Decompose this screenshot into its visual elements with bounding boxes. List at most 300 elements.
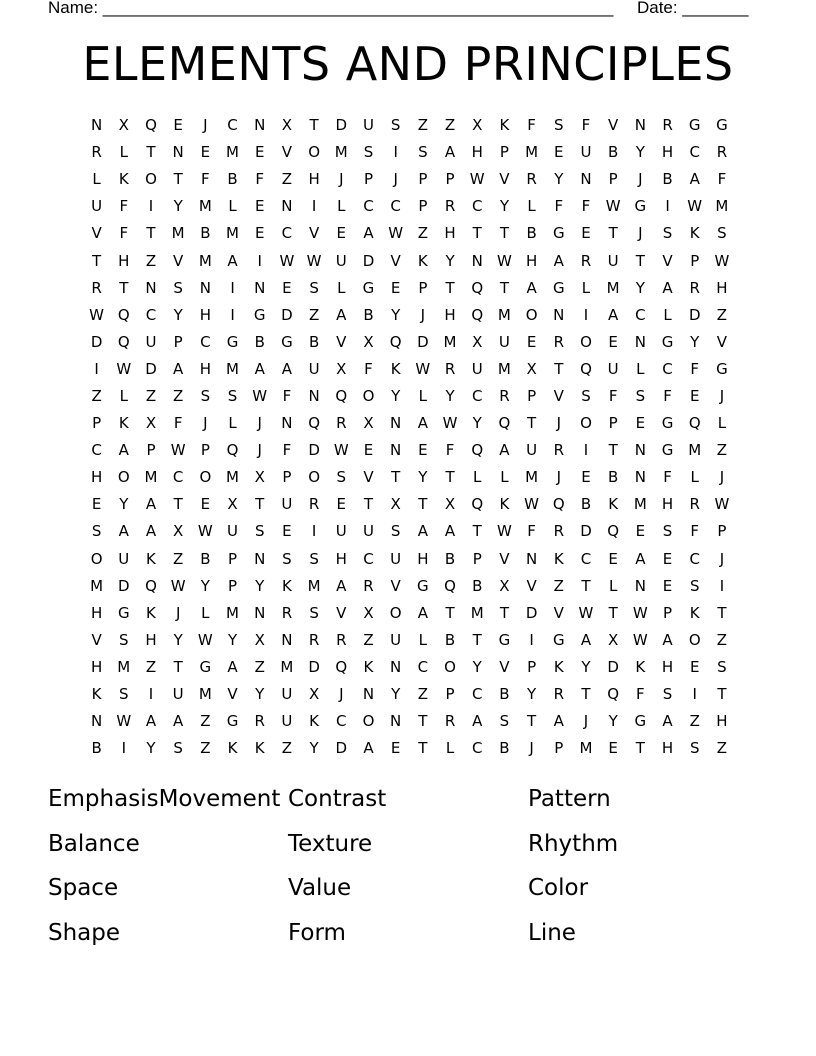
grid-letter: D [607, 657, 619, 676]
grid-letter: M [280, 657, 294, 676]
grid-letter: T [499, 278, 509, 297]
grid-letter: M [90, 576, 104, 595]
grid-letter: F [364, 359, 373, 378]
name-date-line: Name: ______________________________________________________ Date: _______ [48, 0, 749, 17]
grid-letter: W [388, 224, 404, 243]
grid-letter: G [281, 332, 293, 351]
grid-letter: H [199, 359, 211, 378]
grid-letter: F [690, 522, 700, 541]
word-bank-item: Color [528, 875, 589, 902]
grid-letter: T [255, 495, 265, 514]
grid-letter: C [172, 468, 184, 487]
grid-letter: F [527, 522, 536, 541]
grid-letter: M [307, 576, 321, 595]
grid-letter: I [94, 359, 99, 378]
grid-letter: C [689, 143, 700, 162]
grid-letter: B [91, 739, 102, 758]
grid-row [83, 518, 736, 545]
grid-letter: V [173, 251, 184, 270]
grid-letter: P [173, 332, 183, 351]
grid-letter: S [717, 224, 727, 243]
grid-letter: F [201, 170, 210, 189]
grid-letter: R [281, 603, 293, 622]
grid-row [83, 356, 736, 383]
grid-letter: I [583, 441, 589, 460]
grid-letter: G [688, 116, 701, 135]
grid-letter: E [554, 143, 564, 162]
grid-letter: J [257, 414, 262, 433]
grid-row [83, 220, 736, 247]
grid-letter: Z [200, 712, 211, 731]
grid-letter: S [282, 549, 292, 568]
grid-letter: G [634, 712, 647, 731]
grid-letter: H [444, 224, 456, 243]
grid-letter: R [499, 386, 510, 405]
grid-letter: V [390, 576, 401, 595]
grid-letter: F [282, 386, 292, 405]
grid-letter: R [553, 441, 564, 460]
grid-letter: M [226, 143, 239, 162]
word-bank-item: Rhythm [528, 830, 619, 857]
grid-letter: L [717, 414, 727, 433]
grid-letter: U [281, 495, 293, 514]
grid-letter: S [635, 386, 646, 405]
grid-letter: X [173, 522, 184, 541]
grid-letter: S [717, 657, 727, 676]
grid-letter: G [661, 414, 674, 433]
grid-letter: R [716, 143, 728, 162]
grid-letter: I [529, 630, 534, 649]
grid-row [83, 600, 736, 627]
grid-letter: A [662, 630, 673, 649]
grid-letter: J [339, 685, 344, 704]
grid-letter: I [311, 197, 317, 216]
grid-letter: R [580, 251, 592, 270]
grid-letter: F [527, 116, 536, 135]
grid-letter: E [581, 468, 591, 487]
grid-letter: L [337, 278, 346, 297]
grid-letter: F [255, 170, 265, 189]
grid-letter: V [227, 685, 238, 704]
grid-letter: F [663, 468, 672, 487]
grid-letter: V [499, 170, 510, 189]
grid-letter: L [663, 305, 672, 324]
grid-letter: R [444, 197, 456, 216]
grid-letter: D [335, 116, 348, 135]
grid-letter: E [608, 332, 618, 351]
grid-letter: V [499, 657, 510, 676]
grid-letter: C [580, 549, 592, 568]
grid-letter: W [306, 251, 322, 270]
grid-letter: Z [553, 576, 564, 595]
grid-letter: S [173, 739, 183, 758]
grid-letter: A [499, 441, 510, 460]
grid-letter: A [417, 414, 428, 433]
grid-letter: A [227, 657, 238, 676]
grid-letter: U [145, 332, 157, 351]
grid-letter: R [363, 576, 374, 595]
word-bank-row [48, 866, 768, 911]
grid-letter: A [417, 603, 428, 622]
grid-row [83, 329, 736, 356]
grid-letter: S [227, 386, 238, 405]
grid-letter: N [634, 116, 646, 135]
grid-letter: X [227, 495, 238, 514]
grid-letter: A [444, 522, 456, 541]
grid-letter: D [580, 522, 592, 541]
grid-letter: F [554, 197, 564, 216]
grid-letter: R [308, 495, 320, 514]
grid-letter: C [145, 305, 157, 324]
grid-letter: W [632, 630, 648, 649]
grid-letter: V [336, 332, 347, 351]
grid-letter: B [363, 305, 374, 324]
grid-letter: Y [418, 468, 428, 487]
grid-letter: M [198, 251, 212, 270]
grid-letter: P [445, 170, 455, 189]
grid-letter: Z [444, 116, 456, 135]
grid-letter: N [390, 657, 402, 676]
grid-letter: J [638, 224, 643, 243]
grid-letter: T [146, 143, 156, 162]
grid-letter: M [497, 305, 511, 324]
grid-letter: G [716, 116, 728, 135]
grid-letter: Y [309, 739, 319, 758]
grid-letter: L [445, 739, 455, 758]
grid-letter: A [580, 630, 592, 649]
grid-letter: A [281, 359, 293, 378]
grid-row [83, 681, 736, 708]
grid-letter: Y [690, 332, 700, 351]
grid-letter: U [390, 549, 402, 568]
grid-letter: T [608, 224, 618, 243]
grid-letter: X [499, 576, 510, 595]
grid-letter: Q [607, 685, 620, 704]
grid-letter: K [499, 495, 510, 514]
grid-letter: S [309, 603, 319, 622]
grid-letter: H [308, 170, 320, 189]
grid-letter: Q [688, 414, 701, 433]
grid-letter: Q [117, 332, 130, 351]
grid-letter: G [552, 278, 565, 297]
grid-letter: X [390, 495, 401, 514]
grid-letter: N [390, 441, 402, 460]
grid-letter: U [335, 522, 347, 541]
grid-letter: E [91, 495, 102, 514]
grid-letter: A [145, 522, 157, 541]
grid-letter: T [717, 685, 727, 704]
grid-letter: G [253, 305, 266, 324]
grid-letter: Q [335, 657, 348, 676]
grid-letter: E [200, 143, 211, 162]
grid-letter: I [583, 305, 589, 324]
grid-letter: P [146, 441, 156, 460]
grid-letter: P [282, 468, 292, 487]
grid-letter: E [363, 441, 374, 460]
grid-letter: V [608, 116, 619, 135]
word-bank-item: EmphasisMovement [48, 786, 281, 813]
grid-letter: X [472, 116, 483, 135]
grid-letter: Y [119, 495, 129, 514]
grid-letter: Y [635, 143, 645, 162]
grid-letter: N [553, 305, 565, 324]
grid-letter: B [472, 576, 483, 595]
grid-letter: Y [255, 576, 265, 595]
grid-letter: N [281, 197, 293, 216]
grid-letter: B [499, 685, 510, 704]
grid-letter: R [336, 414, 347, 433]
grid-letter: R [553, 332, 564, 351]
grid-letter: E [635, 414, 646, 433]
grid-letter: O [199, 468, 212, 487]
grid-letter: V [526, 576, 537, 595]
grid-letter: W [469, 170, 485, 189]
grid-letter: E [390, 278, 401, 297]
grid-letter: B [200, 549, 211, 568]
grid-letter: Z [254, 657, 265, 676]
grid-letter: Q [145, 576, 157, 595]
grid-letter: B [580, 495, 592, 514]
grid-letter: A [118, 441, 129, 460]
grid-letter: M [144, 468, 158, 487]
grid-letter: Z [281, 739, 293, 758]
grid-letter: Y [445, 386, 455, 405]
grid-letter: X [336, 359, 347, 378]
grid-letter: Q [498, 414, 511, 433]
grid-row [83, 735, 736, 762]
grid-letter: S [91, 522, 102, 541]
grid-letter: C [471, 197, 483, 216]
grid-letter: M [715, 197, 729, 216]
grid-letter: T [717, 603, 727, 622]
grid-letter: T [581, 685, 591, 704]
grid-letter: G [661, 441, 674, 460]
grid-letter: T [527, 712, 537, 731]
grid-letter: P [527, 386, 537, 405]
grid-letter: M [443, 332, 457, 351]
grid-letter: I [311, 522, 317, 541]
grid-letter: P [717, 522, 727, 541]
grid-letter: M [198, 685, 212, 704]
grid-letter: N [362, 685, 375, 704]
grid-letter: N [199, 278, 211, 297]
grid-letter: J [719, 386, 725, 405]
grid-letter: A [526, 278, 537, 297]
grid-letter: Q [552, 495, 565, 514]
grid-letter: M [171, 224, 185, 243]
grid-letter: T [173, 495, 183, 514]
grid-letter: S [254, 522, 265, 541]
grid-letter: T [499, 603, 509, 622]
grid-letter: H [90, 468, 103, 487]
grid-letter: J [719, 549, 725, 568]
grid-letter: T [363, 495, 374, 514]
grid-letter: H [716, 278, 728, 297]
grid-letter: H [661, 657, 674, 676]
grid-letter: Q [471, 495, 484, 514]
grid-letter: K [118, 414, 129, 433]
grid-letter: Q [308, 414, 320, 433]
grid-letter: H [444, 305, 456, 324]
grid-letter: X [145, 414, 157, 433]
grid-letter: K [227, 739, 238, 758]
grid-letter: H [90, 603, 103, 622]
grid-letter: E [418, 441, 428, 460]
grid-letter: I [230, 278, 235, 297]
grid-letter: S [309, 549, 319, 568]
grid-letter: O [362, 386, 375, 405]
grid-letter: D [688, 305, 701, 324]
grid-row [83, 437, 736, 464]
grid-letter: Y [255, 685, 265, 704]
grid-letter: M [497, 359, 511, 378]
grid-letter: I [719, 576, 725, 595]
grid-letter: P [527, 657, 537, 676]
grid-letter: F [173, 414, 183, 433]
grid-letter: P [200, 441, 210, 460]
grid-letter: P [445, 685, 455, 704]
grid-letter: Z [308, 305, 320, 324]
grid-letter: L [337, 197, 346, 216]
grid-letter: E [662, 576, 673, 595]
grid-letter: I [257, 251, 262, 270]
grid-letter: N [281, 630, 293, 649]
grid-letter: Y [200, 576, 210, 595]
grid-row [83, 464, 736, 491]
grid-letter: H [90, 657, 103, 676]
grid-letter: T [445, 278, 455, 297]
grid-letter: T [418, 712, 428, 731]
grid-letter: F [717, 170, 727, 189]
grid-letter: V [499, 549, 510, 568]
grid-letter: Z [716, 441, 728, 460]
grid-letter: S [200, 386, 211, 405]
grid-letter: J [556, 468, 561, 487]
grid-letter: K [309, 712, 320, 731]
grid-letter: Z [91, 386, 102, 405]
grid-letter: Y [635, 278, 645, 297]
grid-letter: N [525, 549, 538, 568]
grid-letter: T [418, 495, 428, 514]
grid-letter: L [92, 170, 101, 189]
grid-letter: E [662, 549, 673, 568]
grid-letter: E [390, 739, 401, 758]
grid-letter: R [91, 143, 102, 162]
grid-letter: S [390, 116, 401, 135]
grid-letter: Y [472, 414, 482, 433]
grid-letter: R [689, 495, 700, 514]
grid-letter: X [472, 332, 483, 351]
grid-letter: Z [363, 630, 374, 649]
grid-letter: G [226, 712, 239, 731]
grid-letter: A [336, 305, 347, 324]
grid-letter: Q [117, 305, 130, 324]
grid-letter: E [254, 224, 265, 243]
grid-letter: W [714, 495, 730, 514]
grid-letter: Y [581, 657, 591, 676]
grid-letter: L [228, 414, 237, 433]
grid-letter: S [390, 522, 401, 541]
grid-letter: M [633, 495, 647, 514]
grid-letter: N [471, 251, 483, 270]
grid-letter: I [692, 685, 697, 704]
grid-letter: I [148, 685, 154, 704]
grid-row [83, 546, 736, 573]
grid-letter: Q [607, 522, 620, 541]
grid-letter: K [689, 224, 700, 243]
grid-letter: L [473, 468, 482, 487]
grid-letter: K [146, 603, 156, 622]
grid-letter: Y [146, 739, 156, 758]
grid-letter: E [336, 495, 347, 514]
grid-letter: N [580, 170, 592, 189]
grid-letter: X [308, 685, 320, 704]
grid-letter: A [662, 278, 673, 297]
grid-letter: C [91, 441, 102, 460]
grid-letter: M [579, 739, 593, 758]
grid-row [83, 247, 736, 274]
grid-letter: U [526, 441, 538, 460]
grid-letter: F [690, 359, 700, 378]
grid-letter: E [526, 332, 537, 351]
grid-letter: T [581, 576, 591, 595]
grid-letter: O [688, 630, 701, 649]
grid-letter: Z [417, 685, 428, 704]
grid-letter: I [230, 305, 235, 324]
grid-letter: E [173, 116, 183, 135]
grid-letter: P [554, 739, 564, 758]
grid-letter: G [661, 332, 674, 351]
grid-letter: N [281, 414, 293, 433]
grid-letter: P [228, 549, 238, 568]
grid-letter: G [716, 359, 728, 378]
grid-row [83, 654, 736, 681]
grid-letter: O [117, 468, 130, 487]
grid-letter: P [472, 549, 482, 568]
grid-letter: W [524, 495, 540, 514]
grid-letter: O [444, 657, 456, 676]
grid-letter: A [553, 251, 564, 270]
grid-letter: W [116, 359, 132, 378]
grid-letter: R [689, 278, 700, 297]
word-bank-row [48, 822, 768, 867]
grid-letter: A [472, 712, 483, 731]
grid-letter: A [608, 305, 619, 324]
grid-letter: N [308, 386, 320, 405]
grid-letter: C [689, 549, 700, 568]
grid-letter: K [608, 495, 619, 514]
grid-letter: E [608, 549, 618, 568]
grid-letter: Z [716, 630, 728, 649]
grid-letter: K [390, 359, 401, 378]
grid-letter: B [308, 332, 320, 351]
grid-letter: X [444, 495, 456, 514]
grid-letter: G [117, 603, 130, 622]
grid-letter: K [363, 657, 374, 676]
grid-letter: V [91, 630, 102, 649]
grid-letter: L [608, 576, 618, 595]
grid-letter: W [252, 386, 268, 405]
grid-letter: N [90, 116, 103, 135]
grid-letter: U [118, 549, 130, 568]
grid-letter: H [661, 739, 674, 758]
grid-letter: Z [173, 386, 184, 405]
word-bank-item: Shape [48, 919, 121, 946]
grid-letter: T [635, 251, 645, 270]
grid-letter: Z [145, 251, 157, 270]
grid-letter: R [553, 522, 564, 541]
grid-letter: E [635, 522, 646, 541]
